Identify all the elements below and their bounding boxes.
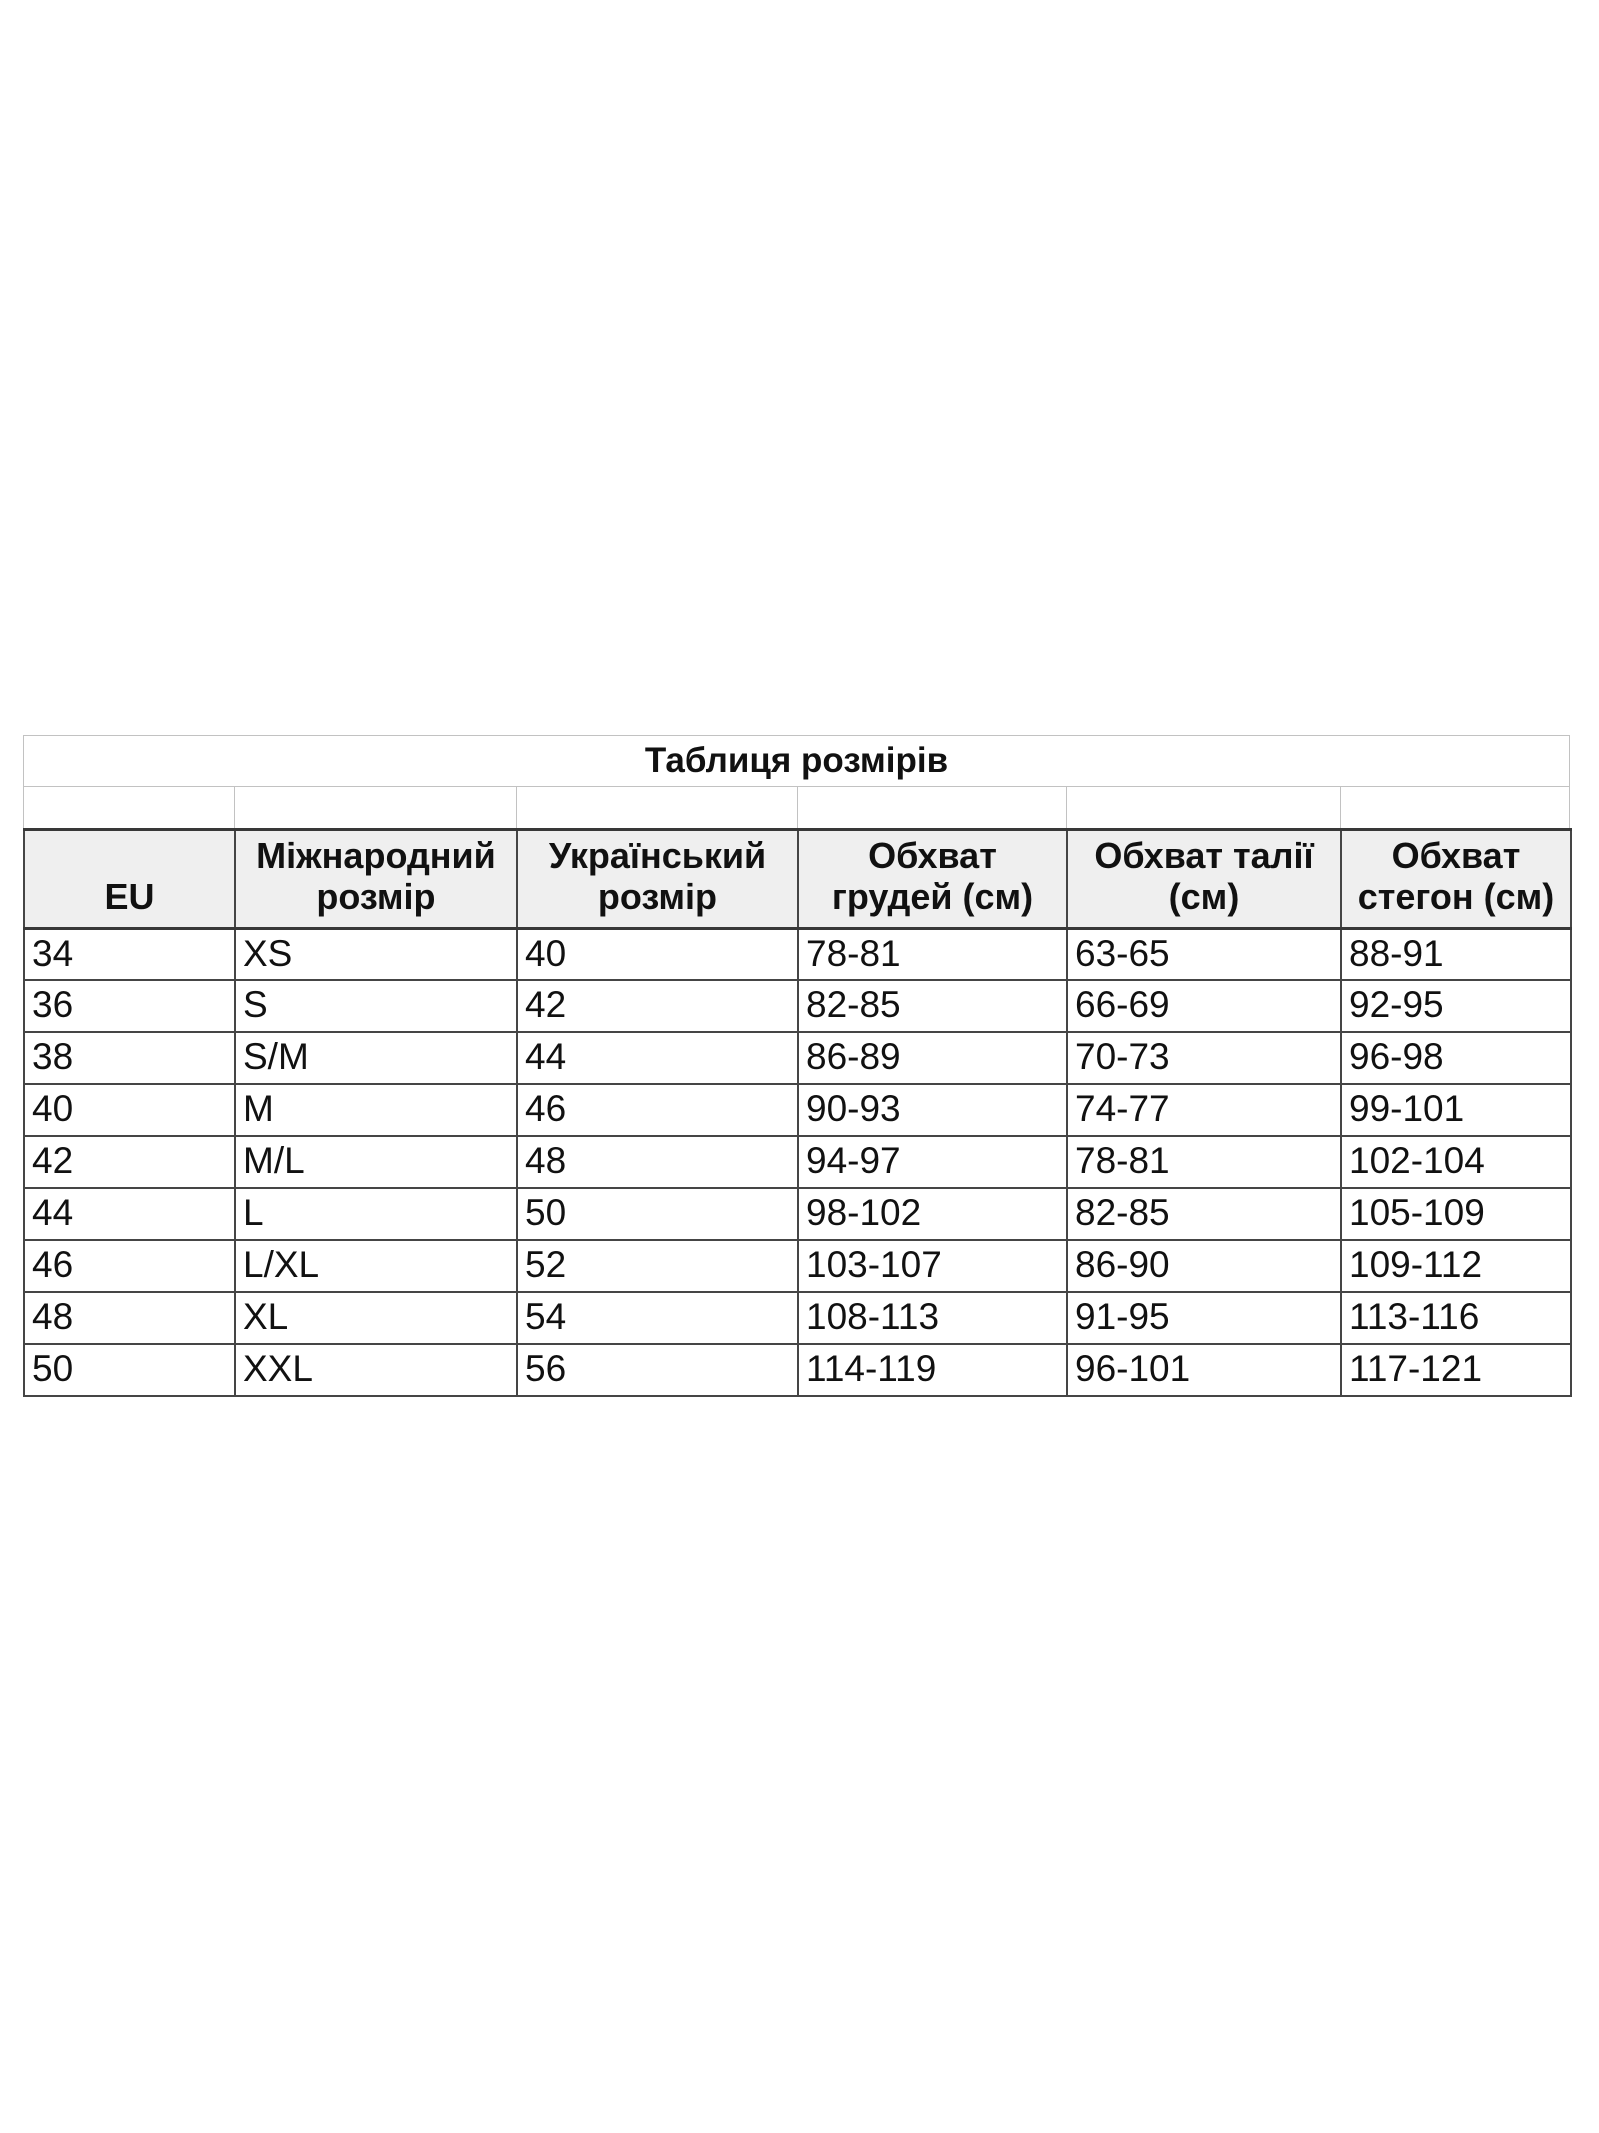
size-table-body	[24, 928, 1571, 1396]
spacer-cell	[516, 787, 797, 828]
cell-hips: 117-121	[1341, 1344, 1571, 1396]
spacer-cell	[23, 787, 234, 828]
cell-eu: 46	[24, 1240, 235, 1292]
cell-chest: 114-119	[798, 1344, 1067, 1396]
cell-eu: 36	[24, 980, 235, 1032]
cell-chest: 86-89	[798, 1032, 1067, 1084]
cell-waist: 82-85	[1067, 1188, 1341, 1240]
cell-hips: 113-116	[1341, 1292, 1571, 1344]
column-header-chest: Обхват грудей (см)	[798, 830, 1067, 929]
cell-hips: 105-109	[1341, 1188, 1571, 1240]
cell-hips: 102-104	[1341, 1136, 1571, 1188]
cell-hips: 88-91	[1341, 928, 1571, 980]
cell-ukrainian: 44	[517, 1032, 798, 1084]
cell-international: M	[235, 1084, 517, 1136]
spacer-cell	[234, 787, 516, 828]
cell-international: XXL	[235, 1344, 517, 1396]
cell-chest: 103-107	[798, 1240, 1067, 1292]
table-row	[24, 1032, 1571, 1084]
cell-international: S/M	[235, 1032, 517, 1084]
cell-waist: 96-101	[1067, 1344, 1341, 1396]
cell-hips: 99-101	[1341, 1084, 1571, 1136]
table-row	[24, 1292, 1571, 1344]
spacer-row	[23, 787, 1570, 828]
table-row	[24, 928, 1571, 980]
cell-eu: 40	[24, 1084, 235, 1136]
table-row	[24, 1136, 1571, 1188]
table-row	[24, 1188, 1571, 1240]
cell-hips: 92-95	[1341, 980, 1571, 1032]
table-row	[24, 980, 1571, 1032]
cell-ukrainian: 46	[517, 1084, 798, 1136]
table-row	[24, 1084, 1571, 1136]
cell-eu: 34	[24, 928, 235, 980]
cell-chest: 78-81	[798, 928, 1067, 980]
size-table	[23, 828, 1572, 1397]
cell-eu: 44	[24, 1188, 235, 1240]
cell-chest: 82-85	[798, 980, 1067, 1032]
cell-chest: 98-102	[798, 1188, 1067, 1240]
cell-ukrainian: 54	[517, 1292, 798, 1344]
cell-international: XS	[235, 928, 517, 980]
cell-chest: 90-93	[798, 1084, 1067, 1136]
cell-chest: 108-113	[798, 1292, 1067, 1344]
cell-ukrainian: 56	[517, 1344, 798, 1396]
header-row	[24, 830, 1571, 929]
table-row	[24, 1344, 1571, 1396]
cell-hips: 96-98	[1341, 1032, 1571, 1084]
cell-international: XL	[235, 1292, 517, 1344]
cell-international: L/XL	[235, 1240, 517, 1292]
spacer-cell	[797, 787, 1066, 828]
cell-eu: 38	[24, 1032, 235, 1084]
cell-international: M/L	[235, 1136, 517, 1188]
cell-waist: 66-69	[1067, 980, 1341, 1032]
cell-waist: 63-65	[1067, 928, 1341, 980]
cell-ukrainian: 52	[517, 1240, 798, 1292]
cell-eu: 42	[24, 1136, 235, 1188]
spacer-cell	[1066, 787, 1340, 828]
column-header-ukrainian-size: Український розмір	[517, 830, 798, 929]
table-row	[24, 1240, 1571, 1292]
size-table-header	[24, 830, 1571, 929]
cell-international: S	[235, 980, 517, 1032]
size-chart	[23, 735, 1570, 1397]
cell-waist: 74-77	[1067, 1084, 1341, 1136]
spacer-cell	[1340, 787, 1570, 828]
cell-hips: 109-112	[1341, 1240, 1571, 1292]
cell-waist: 70-73	[1067, 1032, 1341, 1084]
cell-waist: 86-90	[1067, 1240, 1341, 1292]
size-chart-title: Таблиця розмірів	[23, 735, 1570, 787]
cell-eu: 48	[24, 1292, 235, 1344]
column-header-waist: Обхват талії (см)	[1067, 830, 1341, 929]
cell-ukrainian: 40	[517, 928, 798, 980]
cell-ukrainian: 48	[517, 1136, 798, 1188]
column-header-hips: Обхват стегон (см)	[1341, 830, 1571, 929]
cell-chest: 94-97	[798, 1136, 1067, 1188]
column-header-international-size: Міжнародний розмір	[235, 830, 517, 929]
cell-eu: 50	[24, 1344, 235, 1396]
cell-waist: 78-81	[1067, 1136, 1341, 1188]
column-header-eu: EU	[24, 830, 235, 929]
cell-ukrainian: 42	[517, 980, 798, 1032]
cell-ukrainian: 50	[517, 1188, 798, 1240]
cell-waist: 91-95	[1067, 1292, 1341, 1344]
cell-international: L	[235, 1188, 517, 1240]
